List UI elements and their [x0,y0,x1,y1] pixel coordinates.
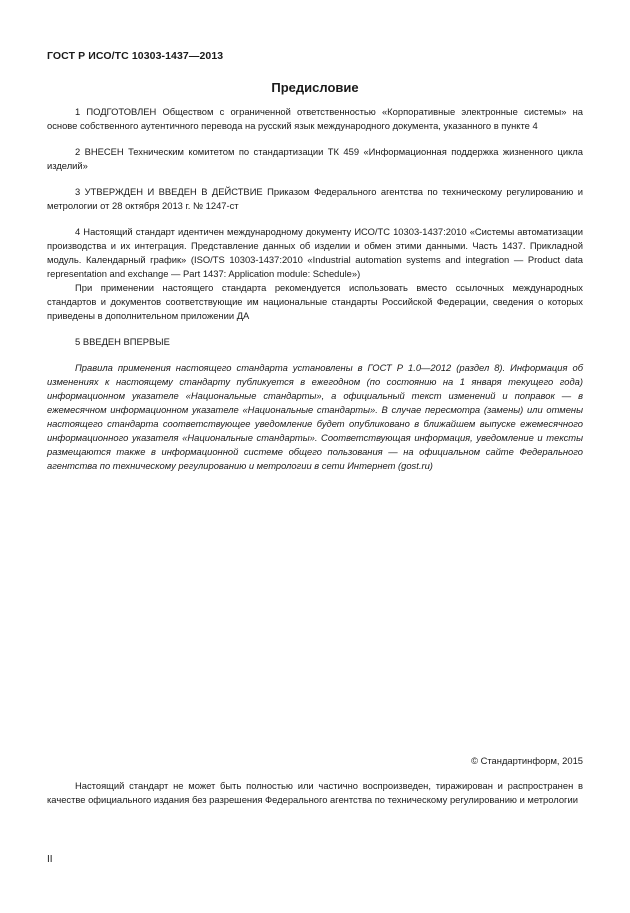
paragraph-prepared: 1 ПОДГОТОВЛЕН Обществом с ограниченной ответственностью «Корпоративные электронные системы» на основе собственного аутентичного перевода на русский язык международного документа, указанного в пункте 4 [47,106,583,131]
paragraph-references: При применении настоящего стандарта рекомендуется использовать вместо ссылочных международных стандартов и документов соответствующие им национальные стандарты Российской Федерации, сведения о которых приведены в дополнительном приложении ДА [47,282,583,321]
reproduction-notice: Настоящий стандарт не может быть полностью или частично воспроизведен, тиражирован и распространен в качестве официального издания без разрешения Федерального агентства по техническому регулированию и метрологии [47,780,583,805]
copyright-notice: © Стандартинформ, 2015 [471,755,583,766]
paragraph-rules: Правила применения настоящего стандарта установлены в ГОСТ Р 1.0—2012 (раздел 8). Информация об изменениях к настоящему стандарту публикуется в ежегодном (по состоянию на 1 января текущего года) информационном указателе «Национальные стандарты», а официальный текст изменений и поправок — в ежемесячном информационном указателе «Национальные стандарты». В случае пересмотра (замены) или отмены настоящего стандарта соответствующее уведомление будет опубликовано в ближайшем выпуске ежемесячного информационного указателя «Национальные стандарты». Соответствующая информация, уведомление и тексты размещаются также в информационной системе общего пользования — на официальном сайте Федерального агентства по техническому регулированию и метрологии в сети Интернет (gost.ru) [47,362,583,471]
preface-body [47,105,583,473]
paragraph-introduced: 5 ВВЕДЕН ВПЕРВЫЕ [75,336,170,347]
page-title: Предисловие [271,80,359,95]
paragraph-submitted: 2 ВНЕСЕН Техническим комитетом по стандартизации ТК 459 «Информационная поддержка жизненного цикла изделий» [47,146,583,171]
document-code: ГОСТ Р ИСО/ТС 10303-1437—2013 [47,50,224,62]
paragraph-identical: 4 Настоящий стандарт идентичен международному документу ИСО/ТС 10303-1437:2010 «Системы автоматизации производства и их интеграция. Представление данных об изделии и обмен этими данными. Часть 1437. Прикладной модуль. Календарный график» (ISO/TS 10303-1437:2010 «Industrial automation systems and integration — Product data representation and exchange — Part 1437: Application module: Schedule») [47,226,583,279]
paragraph-approved: 3 УТВЕРЖДЕН И ВВЕДЕН В ДЕЙСТВИЕ Приказом Федерального агентства по техническому регулированию и метрологии от 28 октября 2013 г. № 1247-ст [47,186,583,211]
page-number: II [47,854,53,865]
